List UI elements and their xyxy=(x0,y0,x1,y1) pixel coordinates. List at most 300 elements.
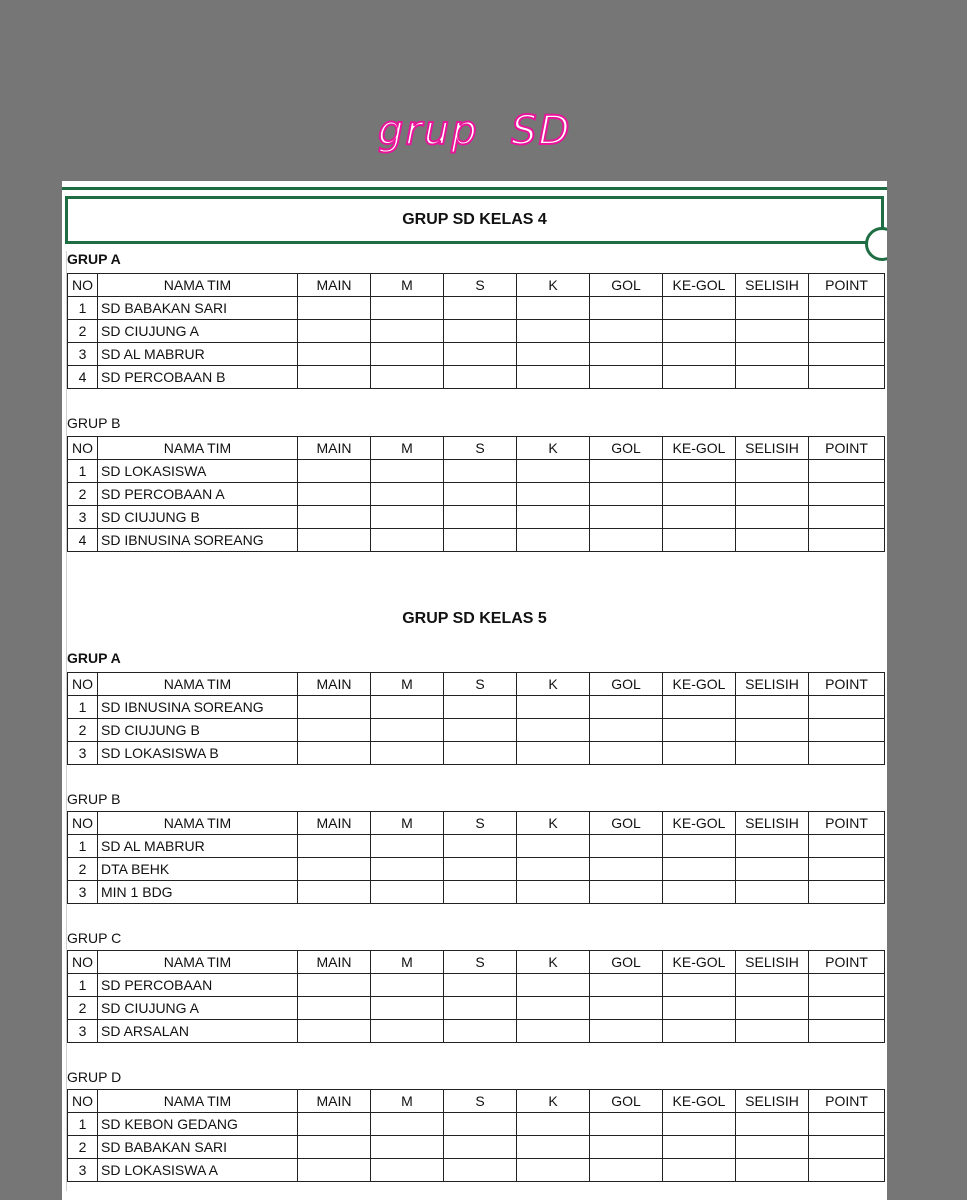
column-header[interactable]: GOL xyxy=(590,437,663,460)
stat-cell[interactable] xyxy=(371,483,444,506)
stat-cell[interactable] xyxy=(371,1020,444,1043)
stat-cell[interactable] xyxy=(517,366,590,389)
team-name-cell[interactable]: SD PERCOBAAN B xyxy=(98,366,298,389)
team-name-cell[interactable]: SD LOKASISWA xyxy=(98,460,298,483)
stat-cell[interactable] xyxy=(809,696,885,719)
stat-cell[interactable] xyxy=(663,742,736,765)
header-row xyxy=(68,274,885,297)
spreadsheet-page xyxy=(62,181,887,1200)
stat-cell[interactable] xyxy=(590,742,663,765)
stat-cell[interactable] xyxy=(736,835,809,858)
column-header[interactable]: K xyxy=(517,673,590,696)
column-header[interactable]: MAIN xyxy=(298,951,371,974)
stat-cell[interactable] xyxy=(736,483,809,506)
stat-cell[interactable] xyxy=(809,742,885,765)
table-row xyxy=(68,742,885,765)
table-row xyxy=(68,483,885,506)
team-number-cell[interactable]: 3 xyxy=(68,1159,98,1182)
team-name-cell[interactable]: SD CIUJUNG A xyxy=(98,320,298,343)
column-header[interactable]: GOL xyxy=(590,951,663,974)
stat-cell[interactable] xyxy=(444,366,517,389)
selection-handle[interactable] xyxy=(865,227,887,261)
header-row xyxy=(68,951,885,974)
table-row xyxy=(68,366,885,389)
table-row xyxy=(68,1020,885,1043)
column-header[interactable]: M xyxy=(371,274,444,297)
stat-cell[interactable] xyxy=(736,719,809,742)
stat-cell[interactable] xyxy=(517,835,590,858)
stat-cell[interactable] xyxy=(444,343,517,366)
stat-cell[interactable] xyxy=(298,483,371,506)
column-header[interactable]: SELISIH xyxy=(736,274,809,297)
stat-cell[interactable] xyxy=(736,696,809,719)
stat-cell[interactable] xyxy=(371,858,444,881)
column-header[interactable]: M xyxy=(371,673,444,696)
stat-cell[interactable] xyxy=(736,320,809,343)
table-row xyxy=(68,1159,885,1182)
team-number-cell[interactable]: 2 xyxy=(68,997,98,1020)
stat-cell[interactable] xyxy=(371,881,444,904)
stat-cell[interactable] xyxy=(809,1159,885,1182)
column-header[interactable]: KE-GOL xyxy=(663,951,736,974)
column-header[interactable]: GOL xyxy=(590,812,663,835)
stat-cell[interactable] xyxy=(590,297,663,320)
column-header[interactable]: M xyxy=(371,951,444,974)
stat-cell[interactable] xyxy=(736,529,809,552)
standings-table xyxy=(67,273,885,389)
stat-cell[interactable] xyxy=(298,1136,371,1159)
stat-cell[interactable] xyxy=(663,881,736,904)
column-header[interactable]: NO xyxy=(68,951,98,974)
column-header[interactable]: KE-GOL xyxy=(663,1090,736,1113)
stat-cell[interactable] xyxy=(371,997,444,1020)
stat-cell[interactable] xyxy=(444,881,517,904)
stat-cell[interactable] xyxy=(663,835,736,858)
team-number-cell[interactable]: 1 xyxy=(68,297,98,320)
column-header[interactable]: K xyxy=(517,274,590,297)
table-row xyxy=(68,343,885,366)
table-row xyxy=(68,719,885,742)
column-header[interactable]: SELISIH xyxy=(736,951,809,974)
stat-cell[interactable] xyxy=(809,835,885,858)
stat-cell[interactable] xyxy=(298,696,371,719)
header-row xyxy=(68,1090,885,1113)
column-header[interactable]: NO xyxy=(68,812,98,835)
team-number-cell[interactable]: 3 xyxy=(68,1020,98,1043)
stat-cell[interactable] xyxy=(736,974,809,997)
column-header[interactable]: S xyxy=(444,437,517,460)
stat-cell[interactable] xyxy=(663,460,736,483)
column-header[interactable]: POINT xyxy=(809,951,885,974)
stat-cell[interactable] xyxy=(663,858,736,881)
stat-cell[interactable] xyxy=(663,974,736,997)
stat-cell[interactable] xyxy=(736,366,809,389)
team-name-cell[interactable]: SD CIUJUNG B xyxy=(98,719,298,742)
team-number-cell[interactable]: 1 xyxy=(68,835,98,858)
stat-cell[interactable] xyxy=(590,835,663,858)
team-name-cell[interactable]: SD LOKASISWA B xyxy=(98,742,298,765)
column-header[interactable]: S xyxy=(444,951,517,974)
column-header[interactable]: GOL xyxy=(590,673,663,696)
column-header[interactable]: NAMA TIM xyxy=(98,274,298,297)
section-title: GRUP SD KELAS 4 xyxy=(402,211,547,228)
stat-cell[interactable] xyxy=(517,719,590,742)
stat-cell[interactable] xyxy=(590,974,663,997)
stat-cell[interactable] xyxy=(517,881,590,904)
stat-cell[interactable] xyxy=(517,460,590,483)
column-header[interactable]: KE-GOL xyxy=(663,274,736,297)
group-label: GRUP B xyxy=(67,415,121,431)
stat-cell[interactable] xyxy=(736,506,809,529)
column-header[interactable]: NAMA TIM xyxy=(98,951,298,974)
stat-cell[interactable] xyxy=(444,835,517,858)
column-header[interactable]: POINT xyxy=(809,812,885,835)
stat-cell[interactable] xyxy=(517,483,590,506)
column-header[interactable]: K xyxy=(517,812,590,835)
stat-cell[interactable] xyxy=(371,835,444,858)
team-number-cell[interactable]: 2 xyxy=(68,483,98,506)
stat-cell[interactable] xyxy=(809,719,885,742)
column-header[interactable]: POINT xyxy=(809,1090,885,1113)
stat-cell[interactable] xyxy=(590,858,663,881)
stat-cell[interactable] xyxy=(809,1020,885,1043)
team-name-cell[interactable]: SD BABAKAN SARI xyxy=(98,1136,298,1159)
stat-cell[interactable] xyxy=(590,881,663,904)
column-header[interactable]: K xyxy=(517,1090,590,1113)
stat-cell[interactable] xyxy=(809,483,885,506)
stat-cell[interactable] xyxy=(298,320,371,343)
stat-cell[interactable] xyxy=(663,696,736,719)
stat-cell[interactable] xyxy=(663,506,736,529)
team-name-cell[interactable]: SD CIUJUNG B xyxy=(98,506,298,529)
column-header[interactable]: S xyxy=(444,274,517,297)
stat-cell[interactable] xyxy=(809,529,885,552)
stat-cell[interactable] xyxy=(590,997,663,1020)
standings-table xyxy=(67,950,885,1043)
column-header[interactable]: SELISIH xyxy=(736,1090,809,1113)
table-row xyxy=(68,696,885,719)
column-header[interactable]: NAMA TIM xyxy=(98,673,298,696)
stat-cell[interactable] xyxy=(590,320,663,343)
team-number-cell[interactable]: 1 xyxy=(68,974,98,997)
team-number-cell[interactable]: 2 xyxy=(68,1136,98,1159)
stat-cell[interactable] xyxy=(371,320,444,343)
stat-cell[interactable] xyxy=(590,1159,663,1182)
table-row xyxy=(68,1136,885,1159)
team-number-cell[interactable]: 4 xyxy=(68,529,98,552)
stat-cell[interactable] xyxy=(809,1113,885,1136)
stat-cell[interactable] xyxy=(444,974,517,997)
column-header[interactable]: POINT xyxy=(809,274,885,297)
stat-cell[interactable] xyxy=(736,297,809,320)
stat-cell[interactable] xyxy=(298,343,371,366)
stat-cell[interactable] xyxy=(371,719,444,742)
team-number-cell[interactable]: 2 xyxy=(68,858,98,881)
stat-cell[interactable] xyxy=(298,366,371,389)
stat-cell[interactable] xyxy=(298,742,371,765)
stat-cell[interactable] xyxy=(663,1159,736,1182)
stat-cell[interactable] xyxy=(517,1159,590,1182)
stat-cell[interactable] xyxy=(736,1159,809,1182)
stat-cell[interactable] xyxy=(517,742,590,765)
column-header[interactable]: MAIN xyxy=(298,1090,371,1113)
column-header[interactable]: NAMA TIM xyxy=(98,1090,298,1113)
column-header[interactable]: M xyxy=(371,812,444,835)
header-row xyxy=(68,437,885,460)
group-label: GRUP D xyxy=(67,1069,122,1085)
group-label: GRUP B xyxy=(67,791,121,807)
stat-cell[interactable] xyxy=(444,1136,517,1159)
table-row xyxy=(68,320,885,343)
stat-cell[interactable] xyxy=(298,297,371,320)
stat-cell[interactable] xyxy=(517,529,590,552)
table-row xyxy=(68,858,885,881)
team-number-cell[interactable]: 3 xyxy=(68,742,98,765)
stat-cell[interactable] xyxy=(444,696,517,719)
stat-cell[interactable] xyxy=(736,881,809,904)
standings-table xyxy=(67,1089,885,1182)
column-header[interactable]: K xyxy=(517,437,590,460)
stat-cell[interactable] xyxy=(517,297,590,320)
stat-cell[interactable] xyxy=(736,460,809,483)
stat-cell[interactable] xyxy=(809,366,885,389)
team-number-cell[interactable]: 2 xyxy=(68,320,98,343)
stat-cell[interactable] xyxy=(809,460,885,483)
column-header[interactable]: S xyxy=(444,812,517,835)
stat-cell[interactable] xyxy=(444,483,517,506)
stat-cell[interactable] xyxy=(517,974,590,997)
team-name-cell[interactable]: SD PERCOBAAN xyxy=(98,974,298,997)
stat-cell[interactable] xyxy=(371,366,444,389)
sheet-top-border xyxy=(62,187,887,190)
table-row xyxy=(68,974,885,997)
stat-cell[interactable] xyxy=(590,696,663,719)
team-name-cell[interactable]: SD IBNUSINA SOREANG xyxy=(98,529,298,552)
stat-cell[interactable] xyxy=(298,506,371,529)
stat-cell[interactable] xyxy=(371,742,444,765)
standings-table xyxy=(67,436,885,552)
column-header[interactable]: NAMA TIM xyxy=(98,437,298,460)
stat-cell[interactable] xyxy=(663,1020,736,1043)
stat-cell[interactable] xyxy=(517,343,590,366)
stat-cell[interactable] xyxy=(298,1020,371,1043)
team-name-cell[interactable]: SD KEBON GEDANG xyxy=(98,1113,298,1136)
column-header[interactable]: SELISIH xyxy=(736,812,809,835)
stat-cell[interactable] xyxy=(444,1113,517,1136)
stat-cell[interactable] xyxy=(663,320,736,343)
column-header[interactable]: MAIN xyxy=(298,437,371,460)
stat-cell[interactable] xyxy=(809,320,885,343)
stat-cell[interactable] xyxy=(298,460,371,483)
stat-cell[interactable] xyxy=(517,1136,590,1159)
stat-cell[interactable] xyxy=(590,506,663,529)
column-header[interactable]: M xyxy=(371,437,444,460)
stat-cell[interactable] xyxy=(444,742,517,765)
stat-cell[interactable] xyxy=(298,529,371,552)
standings-table xyxy=(67,811,885,904)
stat-cell[interactable] xyxy=(590,719,663,742)
stat-cell[interactable] xyxy=(663,997,736,1020)
stat-cell[interactable] xyxy=(663,529,736,552)
table-row xyxy=(68,1113,885,1136)
stat-cell[interactable] xyxy=(590,460,663,483)
stat-cell[interactable] xyxy=(444,858,517,881)
stat-cell[interactable] xyxy=(663,719,736,742)
table-row xyxy=(68,297,885,320)
table-row xyxy=(68,529,885,552)
team-name-cell[interactable]: SD AL MABRUR xyxy=(98,835,298,858)
stat-cell[interactable] xyxy=(371,1136,444,1159)
stat-cell[interactable] xyxy=(590,366,663,389)
team-name-cell[interactable]: SD CIUJUNG A xyxy=(98,997,298,1020)
stat-cell[interactable] xyxy=(371,1159,444,1182)
stat-cell[interactable] xyxy=(371,974,444,997)
caption-handwritten: grup SD xyxy=(378,108,572,154)
stat-cell[interactable] xyxy=(663,1113,736,1136)
stat-cell[interactable] xyxy=(809,297,885,320)
stat-cell[interactable] xyxy=(298,1159,371,1182)
stat-cell[interactable] xyxy=(444,719,517,742)
stat-cell[interactable] xyxy=(371,506,444,529)
stat-cell[interactable] xyxy=(590,483,663,506)
team-number-cell[interactable]: 1 xyxy=(68,460,98,483)
team-name-cell[interactable]: SD LOKASISWA A xyxy=(98,1159,298,1182)
stat-cell[interactable] xyxy=(663,366,736,389)
group-label: GRUP A xyxy=(67,650,121,666)
stat-cell[interactable] xyxy=(444,460,517,483)
stat-cell[interactable] xyxy=(590,343,663,366)
stat-cell[interactable] xyxy=(590,1113,663,1136)
stat-cell[interactable] xyxy=(371,460,444,483)
team-number-cell[interactable]: 4 xyxy=(68,366,98,389)
column-header[interactable]: MAIN xyxy=(298,673,371,696)
stat-cell[interactable] xyxy=(736,1020,809,1043)
stat-cell[interactable] xyxy=(736,997,809,1020)
stat-cell[interactable] xyxy=(736,1136,809,1159)
column-header[interactable]: S xyxy=(444,1090,517,1113)
stat-cell[interactable] xyxy=(444,1020,517,1043)
column-header[interactable]: NO xyxy=(68,274,98,297)
stat-cell[interactable] xyxy=(663,483,736,506)
stat-cell[interactable] xyxy=(736,1113,809,1136)
group-label: GRUP C xyxy=(67,930,122,946)
stat-cell[interactable] xyxy=(809,997,885,1020)
stat-cell[interactable] xyxy=(517,1020,590,1043)
stat-cell[interactable] xyxy=(298,858,371,881)
table-row xyxy=(68,997,885,1020)
column-header[interactable]: KE-GOL xyxy=(663,673,736,696)
stat-cell[interactable] xyxy=(371,1113,444,1136)
stat-cell[interactable] xyxy=(590,1136,663,1159)
column-header[interactable]: GOL xyxy=(590,274,663,297)
stat-cell[interactable] xyxy=(298,881,371,904)
table-row xyxy=(68,881,885,904)
stat-cell[interactable] xyxy=(298,1113,371,1136)
team-name-cell[interactable]: SD PERCOBAAN A xyxy=(98,483,298,506)
stat-cell[interactable] xyxy=(809,343,885,366)
stat-cell[interactable] xyxy=(590,1020,663,1043)
table-row xyxy=(68,506,885,529)
column-header[interactable]: K xyxy=(517,951,590,974)
team-number-cell[interactable]: 3 xyxy=(68,343,98,366)
stat-cell[interactable] xyxy=(298,835,371,858)
team-name-cell[interactable]: MIN 1 BDG xyxy=(98,881,298,904)
column-header[interactable]: NO xyxy=(68,673,98,696)
stat-cell[interactable] xyxy=(517,320,590,343)
stat-cell[interactable] xyxy=(517,1113,590,1136)
stat-cell[interactable] xyxy=(809,506,885,529)
stat-cell[interactable] xyxy=(444,1159,517,1182)
stat-cell[interactable] xyxy=(590,529,663,552)
stat-cell[interactable] xyxy=(444,320,517,343)
column-header[interactable]: MAIN xyxy=(298,812,371,835)
stat-cell[interactable] xyxy=(444,529,517,552)
column-header[interactable]: S xyxy=(444,673,517,696)
column-header[interactable]: NAMA TIM xyxy=(98,812,298,835)
stat-cell[interactable] xyxy=(444,506,517,529)
stat-cell[interactable] xyxy=(371,297,444,320)
stat-cell[interactable] xyxy=(809,974,885,997)
team-number-cell[interactable]: 2 xyxy=(68,719,98,742)
team-number-cell[interactable]: 3 xyxy=(68,506,98,529)
column-header[interactable]: SELISIH xyxy=(736,673,809,696)
stat-cell[interactable] xyxy=(371,696,444,719)
stat-cell[interactable] xyxy=(371,343,444,366)
column-header[interactable]: MAIN xyxy=(298,274,371,297)
column-header[interactable]: POINT xyxy=(809,673,885,696)
stat-cell[interactable] xyxy=(663,343,736,366)
stat-cell[interactable] xyxy=(298,719,371,742)
stat-cell[interactable] xyxy=(444,297,517,320)
stat-cell[interactable] xyxy=(663,1136,736,1159)
stat-cell[interactable] xyxy=(298,997,371,1020)
group-label: GRUP A xyxy=(67,251,121,267)
team-name-cell[interactable]: SD ARSALAN xyxy=(98,1020,298,1043)
column-header[interactable]: POINT xyxy=(809,437,885,460)
stat-cell[interactable] xyxy=(444,997,517,1020)
column-header[interactable]: KE-GOL xyxy=(663,437,736,460)
team-name-cell[interactable]: SD IBNUSINA SOREANG xyxy=(98,696,298,719)
team-number-cell[interactable]: 3 xyxy=(68,881,98,904)
stat-cell[interactable] xyxy=(809,1136,885,1159)
stat-cell[interactable] xyxy=(517,858,590,881)
stat-cell[interactable] xyxy=(517,696,590,719)
stat-cell[interactable] xyxy=(809,858,885,881)
team-name-cell[interactable]: SD BABAKAN SARI xyxy=(98,297,298,320)
column-header[interactable]: NO xyxy=(68,437,98,460)
team-name-cell[interactable]: SD AL MABRUR xyxy=(98,343,298,366)
column-header[interactable]: M xyxy=(371,1090,444,1113)
section-title: GRUP SD KELAS 5 xyxy=(402,610,547,627)
team-number-cell[interactable]: 1 xyxy=(68,696,98,719)
standings-table xyxy=(67,672,885,765)
column-header[interactable]: SELISIH xyxy=(736,437,809,460)
stat-cell[interactable] xyxy=(809,881,885,904)
stat-cell[interactable] xyxy=(517,506,590,529)
stat-cell[interactable] xyxy=(736,858,809,881)
team-number-cell[interactable]: 1 xyxy=(68,1113,98,1136)
stat-cell[interactable] xyxy=(298,974,371,997)
column-header[interactable]: KE-GOL xyxy=(663,812,736,835)
column-header[interactable]: GOL xyxy=(590,1090,663,1113)
stat-cell[interactable] xyxy=(736,343,809,366)
team-name-cell[interactable]: DTA BEHK xyxy=(98,858,298,881)
stat-cell[interactable] xyxy=(736,742,809,765)
stat-cell[interactable] xyxy=(663,297,736,320)
stat-cell[interactable] xyxy=(517,997,590,1020)
stat-cell[interactable] xyxy=(371,529,444,552)
column-header[interactable]: NO xyxy=(68,1090,98,1113)
